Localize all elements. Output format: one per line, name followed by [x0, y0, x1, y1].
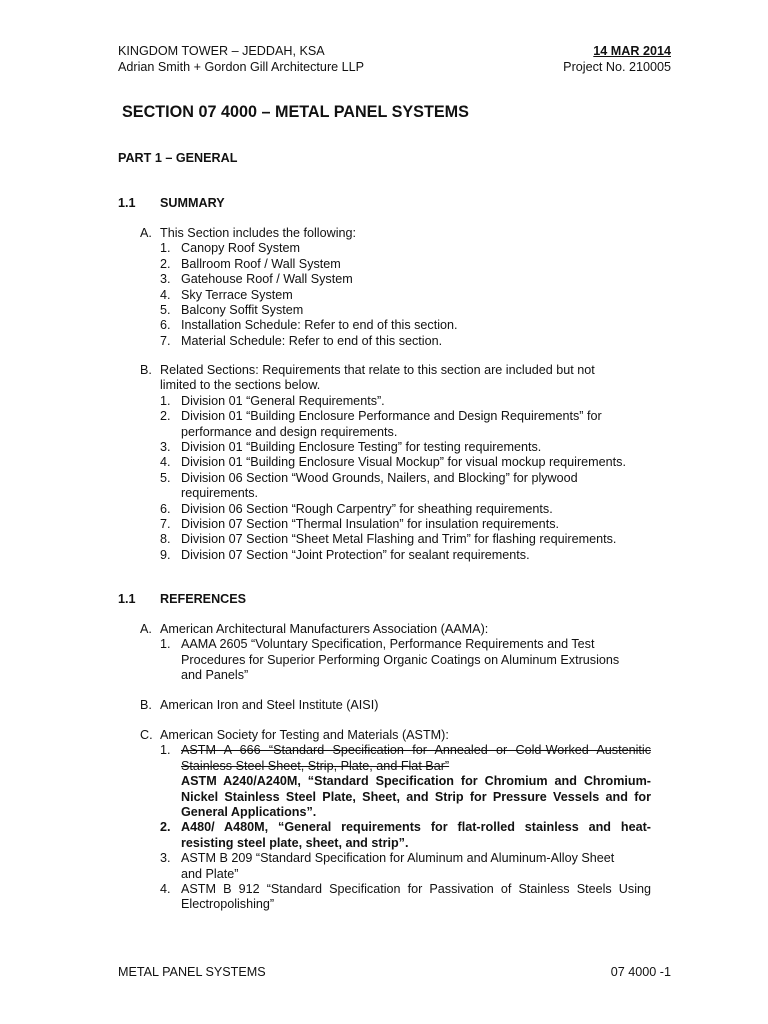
- item-text: American Society for Testing and Materials (ASTM):: [160, 728, 449, 742]
- list-item: Gatehouse Roof / Wall System: [181, 272, 353, 287]
- list-number: 1.: [160, 743, 171, 758]
- list-item: Canopy Roof System: [181, 241, 300, 256]
- list-item: Division 06 Section “Wood Grounds, Nailers, and Blocking” for plywood requirements.: [181, 470, 578, 501]
- list-item: Division 01 “Building Enclosure Testing” for testing requirements.: [181, 440, 542, 455]
- list-number: 2.: [160, 409, 171, 424]
- references-title: REFERENCES: [160, 592, 247, 606]
- list-item: Division 01 “Building Enclosure Performance and Design Requirements” for performance and design requirements.: [181, 409, 602, 439]
- list-item: Division 01 “Building Enclosure Visual Mockup” for visual mockup requirements.: [181, 455, 626, 470]
- part-heading: PART 1 – GENERAL: [118, 151, 238, 165]
- references-item-c: [140, 728, 651, 913]
- list-number: 5.: [160, 470, 171, 485]
- references-number: 1.1: [118, 592, 136, 606]
- footer-title: METAL PANEL SYSTEMS: [118, 965, 266, 979]
- item-text: American Architectural Manufacturers Association (AAMA):: [160, 622, 489, 636]
- list-number: 2.: [160, 256, 171, 271]
- list-item: Division 01 “General Requirements”.: [181, 393, 385, 408]
- references-item-b: [140, 698, 651, 713]
- list-number: 2.: [160, 820, 171, 835]
- item-label: B.: [140, 363, 152, 377]
- list-item: Material Schedule: Refer to end of this section.: [181, 333, 443, 348]
- item-label: C.: [140, 728, 153, 742]
- list-number: 5.: [160, 303, 171, 318]
- list-item: Balcony Soffit System: [181, 303, 304, 318]
- project-number: Project No. 210005: [563, 59, 671, 74]
- item-label: B.: [140, 698, 152, 712]
- footer-page-number: 07 4000 -1: [610, 965, 671, 979]
- item-text: Related Sections: Requirements that relate to this section are included but not limited to the sections below.: [160, 363, 595, 393]
- list-item: AAMA 2605 “Voluntary Specification, Performance Requirements and Test Procedures for Superior Performing Organic Coatings on Aluminum Extrusions and Panels”: [181, 637, 620, 683]
- section-title: SECTION 07 4000 – METAL PANEL SYSTEMS: [122, 103, 469, 121]
- list-number: 3.: [160, 272, 171, 287]
- list-number: 9.: [160, 547, 171, 562]
- list-item: Ballroom Roof / Wall System: [181, 256, 341, 271]
- project-name: KINGDOM TOWER – JEDDAH, KSA: [118, 44, 325, 58]
- list-item: A480/ A480M, “General requirements for flat-rolled stainless and heat-resisting steel plate, sheet, and strip”.: [181, 820, 651, 850]
- list-number: 6.: [160, 318, 171, 333]
- list-number: 7.: [160, 517, 171, 532]
- summary-item-b: [140, 363, 651, 563]
- header-right: [563, 44, 671, 75]
- reference-addition: ASTM A240/A240M, “Standard Specification for Chromium and Chromium-Nickel Stainless Steel Plate, Sheet, and Strip for Pressure Vessels and for General Applications”.: [181, 774, 651, 820]
- list-item: Division 07 Section “Thermal Insulation” for insulation requirements.: [181, 517, 559, 532]
- list-number: 3.: [160, 851, 171, 866]
- header-left: [118, 44, 364, 75]
- list-number: 4.: [160, 287, 171, 302]
- list-number: 4.: [160, 882, 171, 897]
- architect-name: Adrian Smith + Gordon Gill Architecture LLP: [118, 59, 365, 74]
- list-item: Division 07 Section “Sheet Metal Flashing and Trim” for flashing requirements.: [181, 532, 617, 547]
- list-item: Installation Schedule: Refer to end of this section.: [181, 318, 458, 333]
- list-item: ASTM B 912 “Standard Specification for Passivation of Stainless Steels Using Electropolishing”: [181, 882, 651, 912]
- summary-number: 1.1: [118, 196, 136, 210]
- references-item-a: [140, 622, 651, 684]
- list-item: Sky Terrace System: [181, 287, 293, 302]
- list-number: 1.: [160, 241, 171, 256]
- summary-title: SUMMARY: [160, 196, 225, 210]
- list-item: Division 06 Section “Rough Carpentry” for sheathing requirements.: [181, 501, 553, 516]
- list-number: 1.: [160, 393, 171, 408]
- list-item: Division 07 Section “Joint Protection” for sealant requirements.: [181, 547, 530, 562]
- item-text: American Iron and Steel Institute (AISI): [160, 698, 379, 712]
- list-number: 8.: [160, 532, 171, 547]
- item-label: A.: [140, 226, 152, 240]
- list-number: 4.: [160, 455, 171, 470]
- summary-item-a: [140, 226, 651, 349]
- item-label: A.: [140, 622, 152, 636]
- list-item: ASTM B 209 “Standard Specification for Aluminum and Aluminum-Alloy Sheet and Plate”: [181, 851, 615, 881]
- references-heading: [118, 592, 246, 607]
- issue-date: 14 MAR 2014: [593, 44, 671, 58]
- summary-heading: [118, 196, 225, 211]
- list-number: 7.: [160, 333, 171, 348]
- list-number: 6.: [160, 501, 171, 516]
- item-text: This Section includes the following:: [160, 226, 357, 240]
- list-number: 3.: [160, 440, 171, 455]
- list-number: 1.: [160, 637, 171, 652]
- struck-reference: ASTM A 666 “Standard Specification for Annealed or Cold-Worked Austenitic Stainless Steel Sheet, Strip, Plate, and Flat Bar”: [181, 743, 651, 773]
